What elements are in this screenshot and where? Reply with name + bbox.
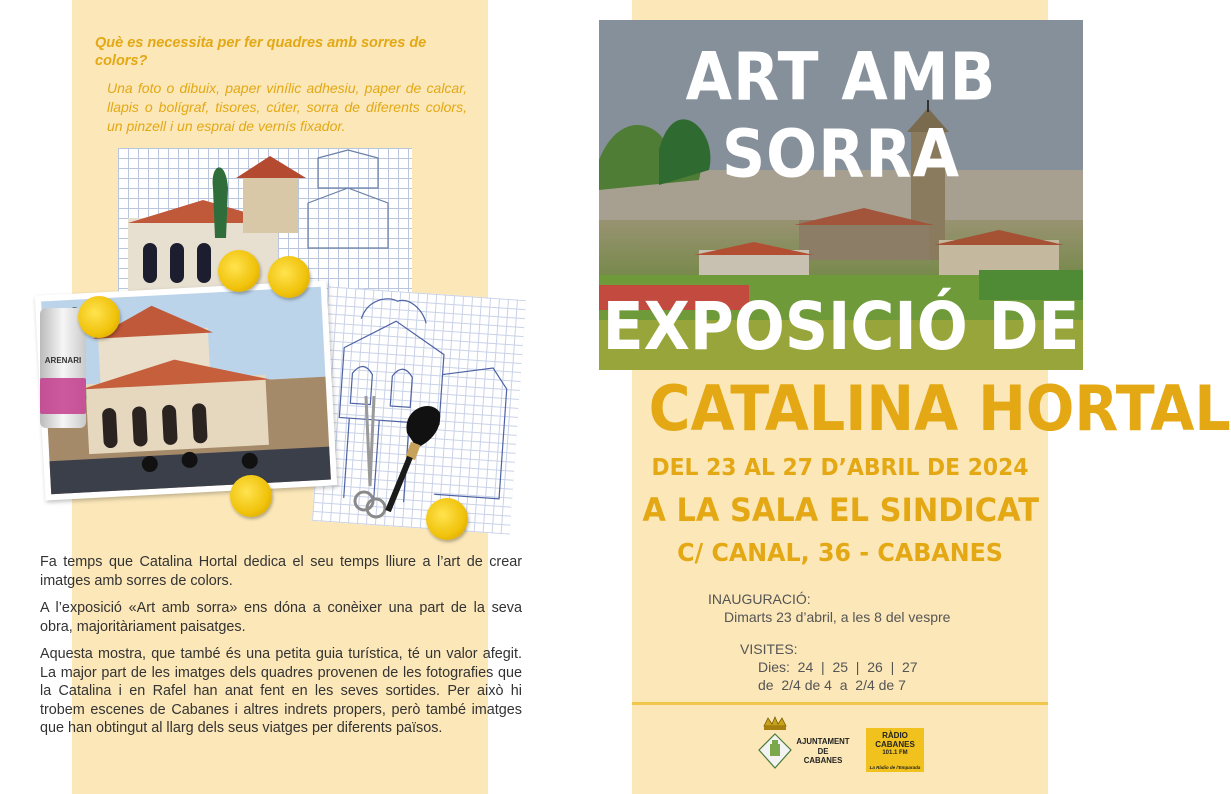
monastery-drawing: [118, 148, 412, 298]
paintbrush-icon: [382, 403, 442, 513]
cabanes-crest-icon: [758, 716, 792, 770]
sand-jar-lid: [268, 256, 310, 298]
sand-jar-lid: [218, 250, 260, 292]
materials-list: Una foto o dibuix, paper vinílic adhesiu, paper de calcar, llapis o bolígraf, tisores, cúter, sorra de diferents colors, un pinzell i un esprai de vernís fixador.: [107, 80, 467, 134]
visits-hours: de 2/4 de 4 a 2/4 de 7: [758, 677, 906, 693]
scissors-icon: [356, 396, 384, 526]
exhibition-dates: DEL 23 AL 27 D’ABRIL DE 2024: [651, 455, 1029, 481]
sand-jar-lid: [78, 296, 120, 338]
intro-paragraph: Fa temps que Catalina Hortal dedica el seu temps lliure a l’art de crear imatges amb sorres de colors.: [40, 554, 522, 589]
visits-days: Dies: 24 | 25 | 26 | 27: [758, 659, 918, 675]
ajuntament-logo: [758, 716, 858, 776]
sand-art-hero-image: [599, 20, 1083, 370]
radio-cabanes-logo: [866, 728, 924, 772]
materials-collage: [38, 148, 523, 543]
radio-name: RÀDIO CABANES: [875, 731, 915, 749]
hero-title: ART AMB SORRA: [685, 39, 997, 193]
footer-divider: [632, 702, 1048, 705]
inauguration-text: Dimarts 23 d’abril, a les 8 del vespre: [724, 609, 951, 625]
hero-subtitle: EXPOSICIÓ DE: [602, 288, 1080, 366]
radio-frequency: 101.1 FM: [882, 750, 908, 756]
grid-drawing-sheet: [118, 148, 412, 298]
ajuntament-line-1: AJUNTAMENT: [796, 737, 850, 746]
spray-brand-label: ARENARI: [44, 356, 82, 365]
radio-slogan: La Ràdio de l'Emparada: [869, 765, 921, 770]
visits-label: VISITES:: [740, 641, 798, 657]
sand-jar-lid: [230, 475, 272, 517]
exhibition-venue: A LA SALA EL SINDICAT: [642, 491, 1040, 529]
exhibition-paragraph: A l’exposició «Art amb sorra» ens dóna a conèixer una part de la seva obra, majoritàriament paisatges.: [40, 600, 522, 635]
materials-question: Què es necessita per fer quadres amb sorres de colors?: [95, 35, 427, 69]
ajuntament-line-2: DE: [817, 746, 829, 756]
guide-paragraph: Aquesta mostra, que també és una petita guia turística, té un valor afegit. La major part de les imatges dels quadres provenen de les fotografies que la Catalina i en Rafel han anat fent en les seves sortides. Per això hi trobem escenes de Cabanes i altres indrets propers, però també imatges que han obtingut al llarg dels seus viatges per diferents països.: [40, 646, 522, 736]
inauguration-label: INAUGURACIÓ:: [708, 591, 811, 607]
ajuntament-line-3: CABANES: [803, 756, 843, 765]
venue-address: C/ CANAL, 36 - CABANES: [677, 538, 1003, 567]
artist-name: CATALINA HORTAL: [648, 372, 1231, 445]
